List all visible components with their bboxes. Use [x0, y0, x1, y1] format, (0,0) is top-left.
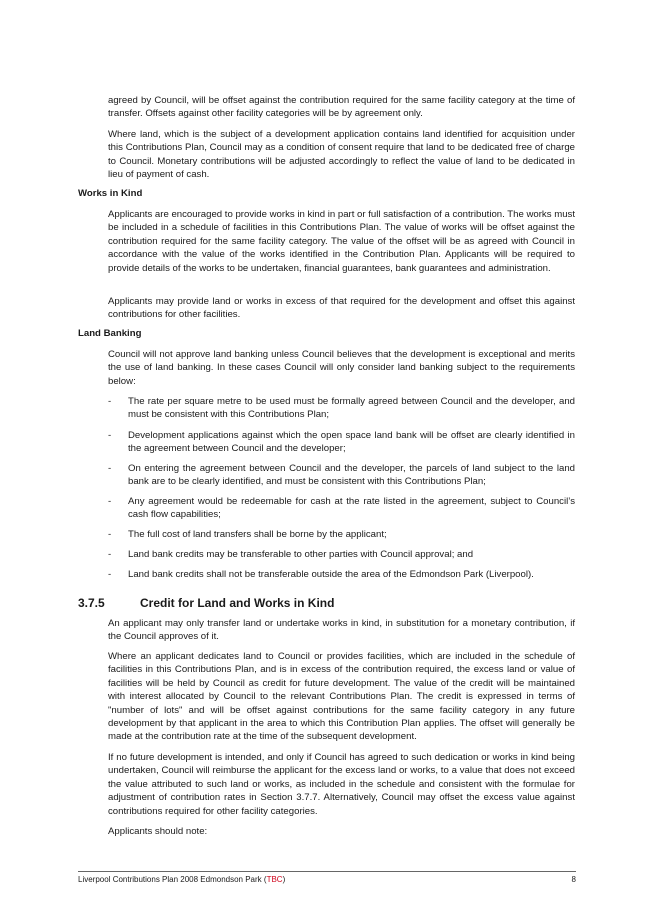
bullet-dash: -: [108, 549, 112, 560]
list-item: [108, 495, 575, 522]
list-item-text: Any agreement would be redeemable for cash at the rate listed in the agreement, subject to Council’s cash flow capabilities;: [128, 496, 575, 521]
list-item-text: On entering the agreement between Council and the developer, the parcels of land subject to the land bank are to be clearly identified, and must be consistent with this Contributions Plan;: [128, 463, 575, 488]
list-item-text: The full cost of land transfers shall be borne by the applicant;: [128, 529, 387, 540]
section-title: Credit for Land and Works in Kind: [140, 596, 335, 610]
footer-divider: [78, 871, 576, 872]
footer-title-text: Liverpool Contributions Plan 2008 Edmondson Park (: [78, 875, 267, 884]
bullet-dash: -: [108, 430, 112, 441]
bullet-dash: -: [108, 569, 112, 580]
list-item: [108, 568, 575, 581]
list-item: [108, 548, 575, 561]
page-number: 8: [571, 875, 576, 884]
paragraph-credit-3: If no future development is intended, and only if Council has agreed to such dedication or works in kind being undertaken, Council will reimburse the applicant for the excess land or works, to a value that does not exceed the value attributed to such land or works, as included in the schedule and consistent with the formulae for adjustment of contribution rates in Section 3.7.7. Alternatively, Council may offset the excess value against contributions required for other facility categories.: [108, 752, 575, 817]
paragraph-applicants-note: Applicants should note:: [108, 826, 208, 837]
bullet-dash: -: [108, 529, 112, 540]
footer-close-paren: ): [282, 875, 286, 884]
list-item-text: Land bank credits may be transferable to other parties with Council approval; and: [128, 549, 474, 560]
section-number: 3.7.5: [78, 596, 105, 610]
bullet-dash: -: [108, 396, 112, 407]
heading-land-banking: Land Banking: [78, 328, 142, 339]
paragraph-land-dedication: Where land, which is the subject of a development application contains land identified for acquisition under this Contributions Plan, Council may as a condition of consent require that land to be dedicated free of charge to Council. Monetary contributions will be adjusted accordingly to reflect the value of land to be dedicated in lieu of payment of cash.: [108, 129, 575, 181]
list-item: [108, 395, 575, 422]
heading-works-in-kind: Works in Kind: [78, 188, 143, 199]
paragraph-works-in-kind-1: Applicants are encouraged to provide works in kind in part or full satisfaction of a contribution. The works must be included in a schedule of facilities in this Contributions Plan. The value of works will be offset against the contribution required for the same facility category. The value of the offset will be as agreed with Council in accordance with the value of the works identified in the Contribution Plan. Applicants will be required to provide details of the works to be undertaken, financial guarantees, bank guarantees and administration.: [108, 209, 575, 274]
paragraph-works-in-kind-2: Applicants may provide land or works in excess of that required for the development and offset this against contributions for other facilities.: [108, 296, 575, 321]
list-item-text: Land bank credits shall not be transferable outside the area of the Edmondson Park (Liverpool).: [128, 569, 534, 580]
paragraph-intro: agreed by Council, will be offset against the contribution required for the same facility category at the time of transfer. Offsets against other facility categories will be by agreement only.: [108, 95, 575, 120]
footer-tbc-marker: TBC: [266, 875, 283, 884]
paragraph-credit-1: An applicant may only transfer land or undertake works in kind, in substitution for a monetary contribution, if the Council approves of it.: [108, 618, 575, 643]
bullet-dash: -: [108, 463, 112, 474]
list-item-text: The rate per square metre to be used must be formally agreed between Council and the developer, and must be consistent with this Contributions Plan;: [128, 396, 575, 421]
paragraph-credit-2: Where an applicant dedicates land to Council or provides facilities, which are included in the schedule of facilities in this Contributions Plan, and is in excess of the contribution required, the excess land or value of facilities will be held by Council as credit for future development. The value of the credit will be maintained with interest allocated by Council to the relevant Contributions Plan. The credit is expressed in terms of "number of lots" and will be offset against contributions for the same facility category in any future development by that applicant in the area to which this Contribution Plan applies. The offset will generally be made at the contribution rate at the time of the subsequent development.: [108, 651, 575, 743]
footer-document-title: [78, 875, 285, 884]
list-item: [108, 462, 575, 489]
list-item-text: Development applications against which the open space land bank will be offset are clearly identified in the agreement between Council and the developer;: [128, 430, 575, 455]
paragraph-land-banking: Council will not approve land banking unless Council believes that the development is exceptional and merits the use of land banking. In these cases Council will only consider land banking subject to the requirements below:: [108, 349, 575, 387]
list-item: [108, 429, 575, 456]
list-item: [108, 528, 575, 541]
bullet-dash: -: [108, 496, 112, 507]
